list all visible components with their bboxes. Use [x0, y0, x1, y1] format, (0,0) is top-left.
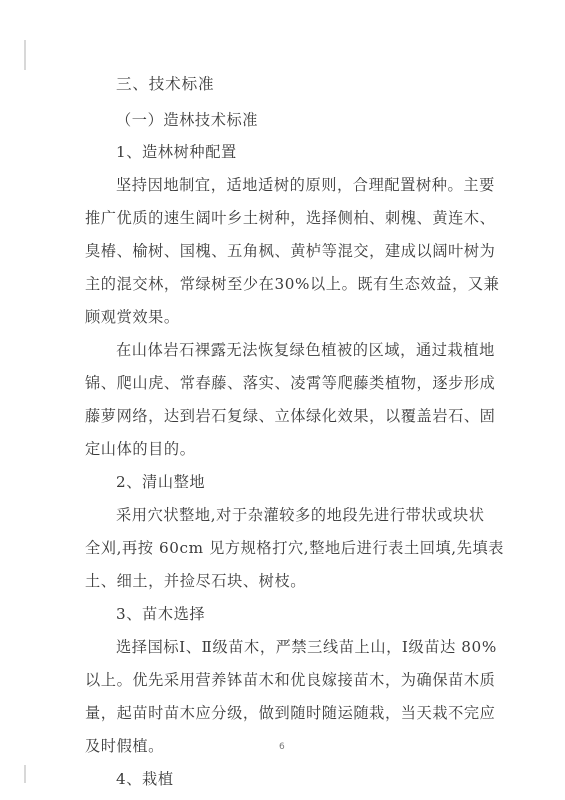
item-heading: 3、苗木选择 [116, 605, 206, 623]
paragraph-line: 顾观赏效果。 [85, 308, 180, 326]
scan-edge-mark [24, 765, 26, 783]
paragraph-line: 锦、爬山虎、常春藤、落实、凌霄等爬藤类植物，逐步形成 [85, 374, 496, 392]
scan-edge-mark [24, 40, 26, 70]
paragraph-line: 选择国标Ⅰ、Ⅱ级苗木，严禁三线苗上山，Ⅰ级苗达 80% [116, 638, 497, 656]
paragraph-line: 在山体岩石裸露无法恢复绿色植被的区域，通过栽植地 [116, 341, 495, 359]
item-heading: 2、清山整地 [116, 473, 206, 491]
subsection-title: （一）造林技术标准 [116, 111, 259, 129]
paragraph-line: 量，起苗时苗木应分级，做到随时随运随栽，当天栽不完应 [85, 704, 496, 722]
paragraph-line: 以上。优先采用营养钵苗木和优良嫁接苗木，为确保苗木质 [85, 671, 496, 689]
paragraph-line: 推广优质的速生阔叶乡土树种，选择侧柏、刺槐、黄连木、 [85, 209, 496, 227]
paragraph-line: 及时假植。 [85, 737, 164, 755]
paragraph-line: 土、细土，并捡尽石块、树枝。 [85, 572, 307, 590]
page-number: 6 [279, 742, 285, 752]
paragraph-line: 定山体的目的。 [85, 440, 196, 458]
paragraph-line: 采用穴状整地,对于杂灌较多的地段先进行带状或块状 [116, 506, 485, 524]
paragraph-line: 藤萝网络，达到岩石复绿、立体绿化效果，以覆盖岩石、固 [85, 407, 496, 425]
item-heading: 1、造林树种配置 [116, 143, 237, 161]
paragraph-line: 全刈,再按 60cm 见方规格打穴,整地后进行表土回填,先填表 [85, 539, 505, 557]
item-heading: 4、栽植 [116, 770, 174, 788]
paragraph-line: 主的混交林，常绿树至少在30%以上。既有生态效益，又兼 [85, 275, 500, 293]
paragraph-line: 臭椿、榆树、国槐、五角枫、黄栌等混交，建成以阔叶树为 [85, 242, 496, 260]
paragraph-line: 坚持因地制宜，适地适树的原则，合理配置树种。主要 [116, 176, 495, 194]
section-title: 三、技术标准 [116, 75, 215, 93]
